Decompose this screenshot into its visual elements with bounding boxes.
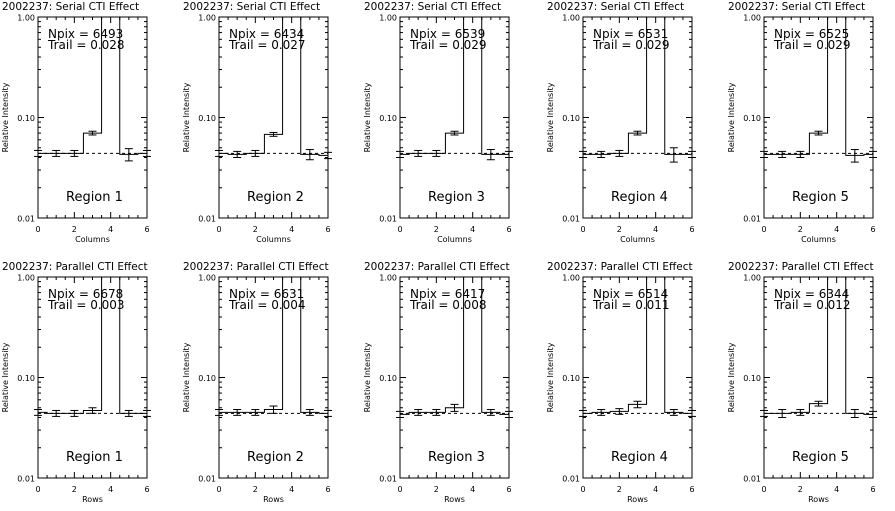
x-axis-label: Rows — [82, 495, 103, 504]
y-tick-label: 0.01 — [379, 214, 397, 224]
x-tick-label: 0 — [397, 485, 403, 494]
npix-annotation: Npix = 6493 — [48, 27, 124, 41]
x-tick-label: 4 — [289, 485, 295, 494]
y-tick-label: 0.01 — [743, 214, 761, 224]
region-label: Region 1 — [66, 450, 123, 465]
y-tick-label: 1.00 — [198, 273, 216, 283]
chart-panel — [1, 261, 151, 504]
x-tick-label: 0 — [35, 485, 41, 494]
trail-annotation: Trail = 0.029 — [774, 38, 851, 52]
x-tick-label: 6 — [506, 485, 512, 494]
x-axis-label: Columns — [620, 235, 655, 244]
trail-annotation: Trail = 0.003 — [48, 298, 125, 312]
x-tick-label: 0 — [397, 225, 403, 234]
chart-title: 2002237: Serial CTI Effect — [728, 1, 866, 13]
x-tick-label: 4 — [108, 485, 114, 494]
region-label: Region 2 — [247, 450, 304, 465]
chart-panel — [546, 1, 696, 244]
trail-annotation: Trail = 0.029 — [593, 38, 670, 52]
x-tick-label: 2 — [252, 485, 258, 494]
chart-panel — [727, 261, 877, 504]
npix-annotation: Npix = 6434 — [229, 27, 305, 41]
chart-panel — [363, 1, 513, 244]
x-tick-label: 0 — [216, 225, 222, 234]
x-tick-label: 6 — [325, 485, 331, 494]
x-tick-label: 4 — [653, 485, 659, 494]
x-axis-label: Columns — [256, 235, 291, 244]
y-tick-label: 0.01 — [198, 214, 216, 224]
region-label: Region 5 — [792, 190, 849, 205]
region-label: Region 1 — [66, 190, 123, 205]
x-tick-label: 2 — [252, 225, 258, 234]
y-tick-label: 0.10 — [562, 374, 580, 383]
x-tick-label: 0 — [580, 485, 586, 494]
x-tick-label: 0 — [35, 225, 41, 234]
x-axis-label: Columns — [437, 235, 472, 244]
x-tick-label: 2 — [433, 225, 439, 234]
chart-title: 2002237: Parallel CTI Effect — [183, 261, 329, 273]
region-label: Region 2 — [247, 190, 304, 205]
x-tick-label: 0 — [761, 485, 767, 494]
trail-annotation: Trail = 0.008 — [410, 298, 487, 312]
x-tick-label: 4 — [834, 485, 840, 494]
x-tick-label: 0 — [580, 225, 586, 234]
chart-title: 2002237: Serial CTI Effect — [547, 1, 685, 13]
chart-title: 2002237: Parallel CTI Effect — [2, 261, 148, 273]
npix-annotation: Npix = 6539 — [410, 27, 486, 41]
trail-annotation: Trail = 0.028 — [48, 38, 125, 52]
y-tick-label: 0.01 — [743, 474, 761, 484]
chart-title: 2002237: Serial CTI Effect — [183, 1, 321, 13]
x-tick-label: 4 — [470, 225, 476, 234]
x-tick-label: 4 — [108, 225, 114, 234]
region-label: Region 3 — [428, 190, 485, 205]
chart-title: 2002237: Serial CTI Effect — [364, 1, 502, 13]
y-tick-label: 1.00 — [379, 273, 397, 283]
y-tick-label: 0.01 — [198, 474, 216, 484]
x-axis-label: Rows — [808, 495, 829, 504]
chart-panel — [727, 1, 877, 244]
x-tick-label: 2 — [797, 485, 803, 494]
chart-panel — [182, 1, 332, 244]
x-tick-label: 2 — [71, 485, 77, 494]
y-tick-label: 0.01 — [379, 474, 397, 484]
x-tick-label: 6 — [506, 225, 512, 234]
y-tick-label: 0.01 — [17, 214, 35, 224]
chart-panel — [1, 1, 151, 244]
npix-annotation: Npix = 6344 — [774, 287, 850, 301]
x-tick-label: 6 — [325, 225, 331, 234]
trail-annotation: Trail = 0.029 — [410, 38, 487, 52]
y-tick-label: 1.00 — [562, 273, 580, 283]
x-tick-label: 2 — [616, 485, 622, 494]
npix-annotation: Npix = 6631 — [229, 287, 305, 301]
y-axis-label: Relative Intensity — [182, 342, 191, 413]
y-axis-label: Relative Intensity — [182, 82, 191, 153]
y-axis-label: Relative Intensity — [363, 342, 372, 413]
npix-annotation: Npix = 6514 — [593, 287, 669, 301]
trail-annotation: Trail = 0.012 — [774, 298, 851, 312]
x-axis-label: Rows — [444, 495, 465, 504]
x-axis-label: Columns — [801, 235, 836, 244]
x-tick-label: 6 — [689, 485, 695, 494]
x-axis-label: Columns — [75, 235, 110, 244]
chart-title: 2002237: Parallel CTI Effect — [364, 261, 510, 273]
y-tick-label: 0.10 — [17, 114, 35, 123]
trail-annotation: Trail = 0.027 — [229, 38, 306, 52]
chart-title: 2002237: Parallel CTI Effect — [728, 261, 874, 273]
y-tick-label: 0.01 — [17, 474, 35, 484]
y-tick-label: 0.10 — [743, 114, 761, 123]
y-tick-label: 1.00 — [198, 13, 216, 23]
y-tick-label: 0.10 — [743, 374, 761, 383]
x-tick-label: 0 — [761, 225, 767, 234]
x-tick-label: 4 — [470, 485, 476, 494]
trail-annotation: Trail = 0.004 — [229, 298, 306, 312]
y-tick-label: 0.10 — [198, 374, 216, 383]
chart-panel — [182, 261, 332, 504]
y-axis-label: Relative Intensity — [546, 82, 555, 153]
npix-annotation: Npix = 6417 — [410, 287, 486, 301]
x-tick-label: 2 — [71, 225, 77, 234]
chart-panel — [363, 261, 513, 504]
npix-annotation: Npix = 6678 — [48, 287, 124, 301]
y-tick-label: 0.10 — [17, 374, 35, 383]
y-axis-label: Relative Intensity — [1, 82, 10, 153]
region-label: Region 4 — [611, 190, 668, 205]
x-tick-label: 6 — [689, 225, 695, 234]
y-tick-label: 0.10 — [379, 114, 397, 123]
x-axis-label: Rows — [263, 495, 284, 504]
y-tick-label: 0.10 — [379, 374, 397, 383]
region-label: Region 4 — [611, 450, 668, 465]
x-tick-label: 6 — [870, 485, 876, 494]
x-tick-label: 2 — [433, 485, 439, 494]
x-tick-label: 4 — [834, 225, 840, 234]
y-tick-label: 1.00 — [743, 273, 761, 283]
y-tick-label: 0.01 — [562, 474, 580, 484]
y-axis-label: Relative Intensity — [1, 342, 10, 413]
x-tick-label: 6 — [144, 225, 150, 234]
y-tick-label: 1.00 — [562, 13, 580, 23]
y-tick-label: 1.00 — [17, 13, 35, 23]
y-tick-label: 1.00 — [743, 13, 761, 23]
chart-title: 2002237: Parallel CTI Effect — [547, 261, 693, 273]
y-tick-label: 1.00 — [379, 13, 397, 23]
region-label: Region 3 — [428, 450, 485, 465]
chart-title: 2002237: Serial CTI Effect — [2, 1, 140, 13]
y-axis-label: Relative Intensity — [546, 342, 555, 413]
y-tick-label: 0.01 — [562, 214, 580, 224]
x-axis-label: Rows — [627, 495, 648, 504]
y-tick-label: 0.10 — [198, 114, 216, 123]
y-axis-label: Relative Intensity — [727, 82, 736, 153]
x-tick-label: 0 — [216, 485, 222, 494]
x-tick-label: 6 — [870, 225, 876, 234]
x-tick-label: 4 — [289, 225, 295, 234]
y-tick-label: 0.10 — [562, 114, 580, 123]
npix-annotation: Npix = 6525 — [774, 27, 850, 41]
y-axis-label: Relative Intensity — [727, 342, 736, 413]
npix-annotation: Npix = 6531 — [593, 27, 669, 41]
x-tick-label: 2 — [616, 225, 622, 234]
x-tick-label: 6 — [144, 485, 150, 494]
x-tick-label: 4 — [653, 225, 659, 234]
region-label: Region 5 — [792, 450, 849, 465]
x-tick-label: 2 — [797, 225, 803, 234]
y-axis-label: Relative Intensity — [363, 82, 372, 153]
trail-annotation: Trail = 0.011 — [593, 298, 670, 312]
y-tick-label: 1.00 — [17, 273, 35, 283]
chart-panel — [546, 261, 696, 504]
